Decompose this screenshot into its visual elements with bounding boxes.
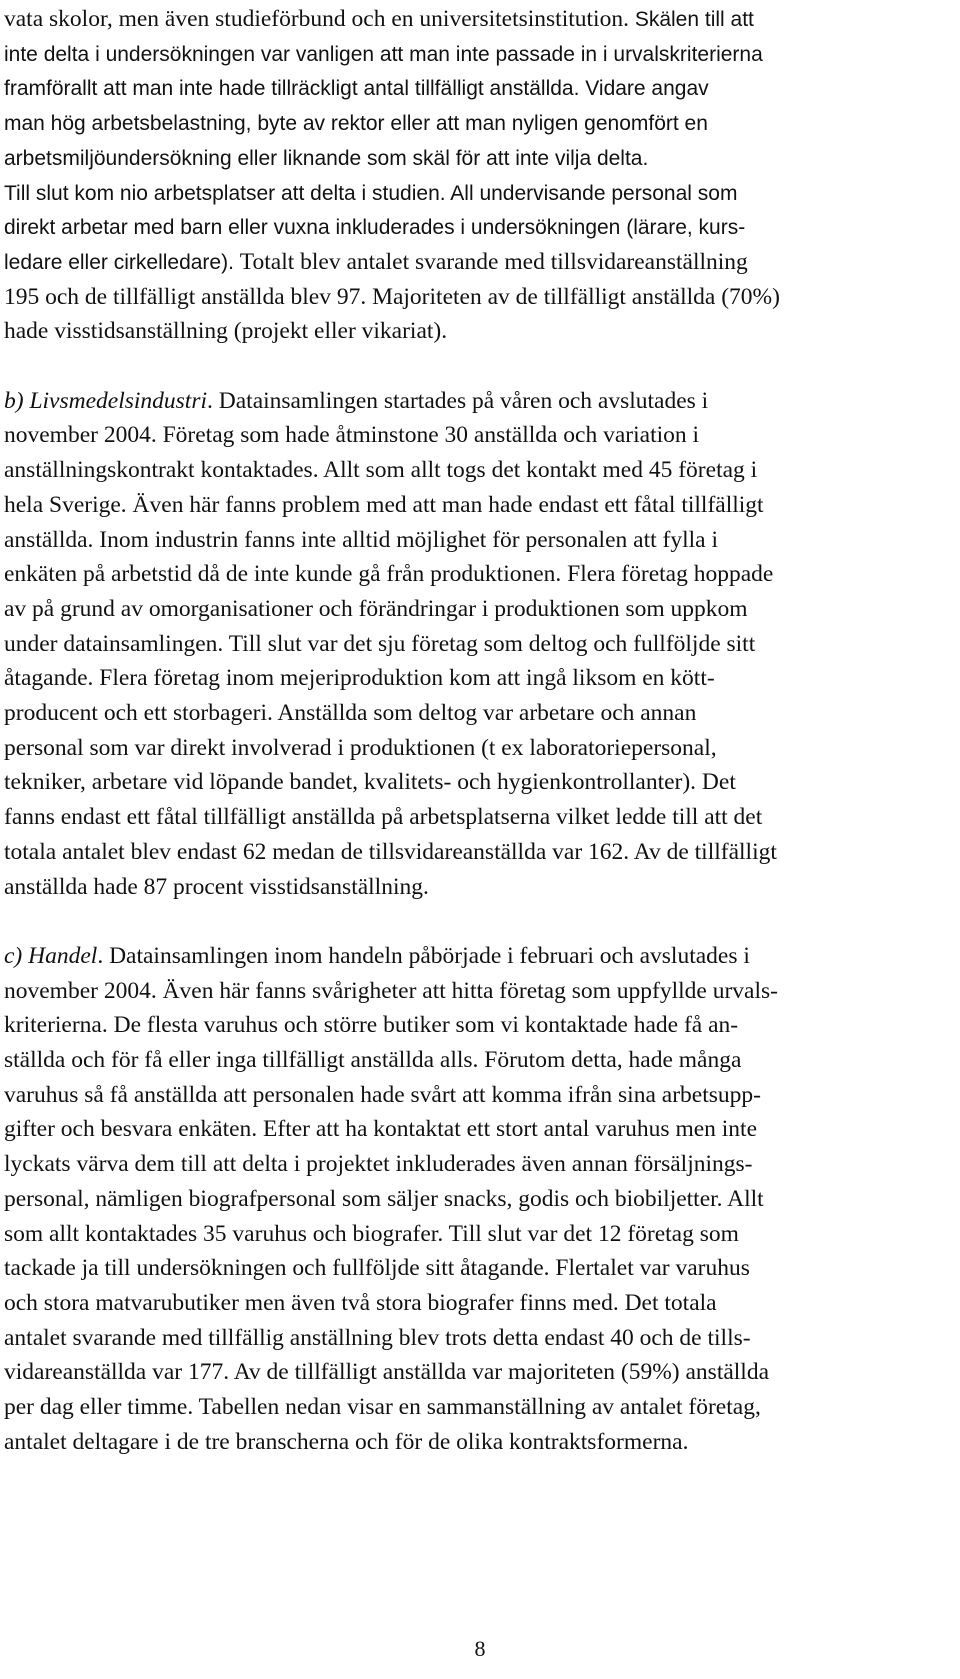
- text-line: [4, 1355, 769, 1389]
- text-segment: . Datainsamlingen startades på våren och avslutades i: [207, 387, 709, 414]
- text-line: [4, 661, 715, 695]
- text-line: [4, 696, 696, 730]
- text-segment: hade visstidsanställning (projekt eller vikariat).: [4, 318, 448, 345]
- text-line: [4, 1043, 741, 1077]
- text-segment: . Datainsamlingen inom handeln påbörjade i februari och avslutades i: [97, 942, 750, 969]
- text-line: [4, 835, 777, 869]
- text-segment: vata skolor, men även studieförbund och en universitetsinstitution.: [4, 6, 635, 32]
- text-segment: antalet deltagare i de tre branscherna och för de olika kontraktsformerna.: [4, 1428, 689, 1455]
- text-segment: och stora matvarubutiker men även två stora biografer finns med. Det totala: [4, 1289, 717, 1316]
- text-line: [4, 523, 718, 557]
- text-line: [4, 314, 447, 348]
- text-segment: som allt kontaktades 35 varuhus och biografer. Till slut var det 12 företag som: [4, 1220, 739, 1247]
- text-line: [4, 1008, 738, 1042]
- text-segment: av på grund av omorganisationer och förändringar i produktionen som uppkom: [4, 595, 748, 622]
- text-segment: producent och ett storbageri. Anställda som deltog var arbetare och annan: [4, 700, 697, 726]
- text-segment: vidareanställda var 177. Av de tillfälligt anställda var majoriteten (59%) anställda: [4, 1359, 770, 1386]
- text-segment: 195 och de tillfälligt anställda blev 97. Majoriteten av de tillfälligt anställda (70%): [4, 283, 780, 310]
- text-segment: arbetsmiljöundersökning eller liknande som skäl för att inte vilja delta.: [4, 146, 649, 170]
- text-line: [4, 176, 737, 210]
- text-segment: under datainsamlingen. Till slut var det sju företag som deltog och fullföljde sitt: [4, 630, 756, 657]
- text-line: [4, 1147, 753, 1181]
- text-line: [4, 1390, 761, 1424]
- text-segment: personal som var direkt involverad i produktionen (t ex laboratoriepersonal,: [4, 734, 717, 761]
- text-line: [4, 245, 748, 279]
- text-line: [4, 1217, 739, 1251]
- text-segment: Till slut kom nio arbetsplatser att delta i studien. All undervisande personal som: [4, 181, 738, 205]
- text-segment: lyckats värva dem till att delta i projektet inkluderades även annan försäljnings-: [4, 1151, 753, 1178]
- text-line: [4, 557, 773, 591]
- text-segment: per dag eller timme. Tabellen nedan visar en sammanställning av antalet företag,: [4, 1394, 761, 1420]
- text-segment: ställda och för få eller inga tillfälligt anställda alls. Förutom detta, hade många: [4, 1047, 742, 1073]
- text-line: [4, 1321, 751, 1355]
- text-line: [4, 1182, 764, 1216]
- text-line: [4, 1286, 717, 1320]
- text-line: [4, 1425, 688, 1459]
- text-segment: varuhus så få anställda att personalen hade svårt att komma ifrån sina arbetsupp-: [4, 1081, 761, 1108]
- text-segment: framförallt att man inte hade tillräckligt antal tillfälligt anställda. Vidare angav: [4, 77, 709, 101]
- text-segment: anställningskontrakt kontaktades. Allt som allt togs det kontakt med 45 företag i: [4, 457, 758, 484]
- text-line: [4, 974, 778, 1008]
- text-line: [4, 731, 717, 765]
- text-segment: hela Sverige. Även här fanns problem med att man hade endast ett fåtal tillfälligt: [4, 491, 764, 518]
- text-segment: Totalt blev antalet svarande med tillsvidareanställning: [239, 248, 748, 275]
- text-line: [4, 37, 763, 71]
- text-line: [4, 71, 709, 105]
- text-line: [4, 627, 755, 661]
- text-line: [4, 939, 750, 973]
- text-line: [4, 1078, 761, 1112]
- text-segment: fanns endast ett fåtal tillfälligt anställda på arbetsplatserna vilket ledde till att det: [4, 804, 763, 831]
- text-segment: ledare eller cirkelledare).: [4, 250, 240, 274]
- text-segment: direkt arbetar med barn eller vuxna inkluderades i undersökningen (lärare, kurs-: [4, 216, 746, 240]
- text-line: [4, 141, 648, 175]
- text-segment: gifter och besvara enkäten. Efter att ha kontaktat ett stort antal varuhus men inte: [4, 1116, 758, 1143]
- text-segment: tackade ja till undersökningen och fullföljde sitt åtagande. Flertalet var varuhus: [4, 1255, 750, 1282]
- text-line: [4, 870, 429, 904]
- text-segment: totala antalet blev endast 62 medan de tillsvidareanställda var 162. Av de tillfälligt: [4, 838, 777, 865]
- text-segment: kriterierna. De flesta varuhus och större butiker som vi kontaktade hade få an-: [4, 1012, 739, 1039]
- text-segment: tekniker, arbetare vid löpande bandet, kvalitets- och hygienkontrollanter). Det: [4, 769, 736, 796]
- text-segment: åtagande. Flera företag inom mejeriproduktion kom att ingå liksom en kött-: [4, 665, 715, 692]
- text-line: [4, 800, 762, 834]
- text-segment: antalet svarande med tillfällig anställning blev trots detta endast 40 och de tills-: [4, 1324, 751, 1351]
- text-line: [4, 765, 736, 799]
- text-segment: november 2004. Även här fanns svårigheter att hitta företag som uppfyllde urvals-: [4, 977, 778, 1004]
- text-segment: man hög arbetsbelastning, byte av rektor eller att man nyligen genomfört en: [4, 112, 708, 136]
- text-segment: november 2004. Företag som hade åtminstone 30 anställda och variation i: [4, 422, 700, 449]
- text-line: [4, 592, 748, 626]
- text-line: [4, 384, 708, 418]
- text-segment: personal, nämligen biografpersonal som säljer snacks, godis och biobiljetter. Allt: [4, 1185, 764, 1212]
- text-line: [4, 280, 780, 314]
- text-segment: enkäten på arbetstid då de inte kunde gå från produktionen. Flera företag hoppade: [4, 561, 774, 588]
- text-segment: inte delta i undersökningen var vanligen att man inte passade in i urvalskriterierna: [4, 42, 763, 66]
- text-segment: anställda hade 87 procent visstidsanställning.: [4, 873, 429, 900]
- text-line: [4, 418, 699, 452]
- page-number: 8: [474, 1636, 486, 1661]
- text-line: [4, 106, 708, 140]
- section-heading: c) Handel: [4, 942, 98, 969]
- text-line: [4, 453, 757, 487]
- section-heading: b) Livsmedelsindustri: [4, 387, 208, 414]
- text-line: [4, 1251, 750, 1285]
- text-segment: Skälen till att: [634, 8, 754, 31]
- text-line: [4, 210, 745, 244]
- text-line: [4, 1112, 757, 1146]
- text-line: [4, 488, 764, 522]
- text-segment: anställda. Inom industrin fanns inte alltid möjlighet för personalen att fylla i: [4, 526, 718, 553]
- text-line: [4, 2, 754, 36]
